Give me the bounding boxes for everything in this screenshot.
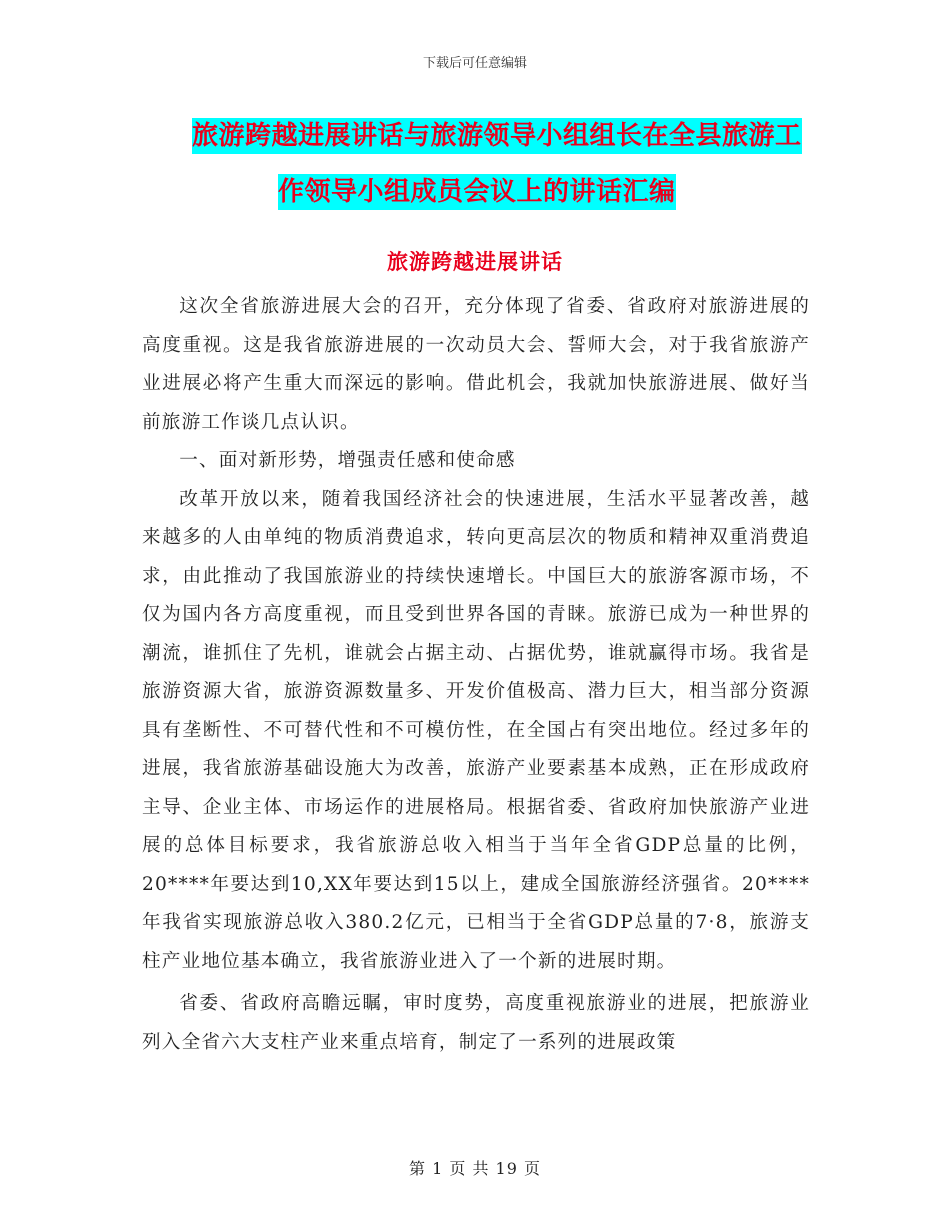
paragraph-provincial: 省委、省政府高瞻远瞩，审时度势，高度重视旅游业的进展，把旅游业列入全省六大支柱产业来重点培育，制定了一系列的进展政策 [142, 993, 810, 1053]
title-highlight: 作领导小组成员会议上的讲话汇编 [278, 174, 676, 210]
paragraph-reform: 改革开放以来，随着我国经济社会的快速进展，生活水平显著改善，越来越多的人由单纯的物质消费追求，转向更高层次的物质和精神双重消费追求，由此推动了我国旅游业的持续快速增长。中国巨大的旅游客源市场，不仅为国内各方高度重视，而且受到世界各国的青睐。旅游已成为一种世界的潮流，谁抓住了先机，谁就会占据主动、占据优势，谁就赢得市场。我省是旅游资源大省，旅游资源数量多、开发价值极高、潜力巨大，相当部分资源具有垄断性、不可替代性和不可模仿性，在全国占有突出地位。经过多年的进展，我省旅游基础设施大为改善，旅游产业要素基本成熟，正在形成政府主导、企业主体、市场运作的进展格局。根据省委、省政府加快旅游产业进展的总体目标要求，我省旅游总收入相当于当年全省GDP总量的比例，20****年要达到10,XX年要达到15以上，建成全国旅游经济强省。20****年我省实现旅游总收入380.2亿元，已相当于全省GDP总量的7·8，旅游支柱产业地位基本确立，我省旅游业进入了一个新的进展时期。 [142, 488, 810, 972]
document-title [140, 108, 820, 220]
paragraph-heading-one: 一、面对新形势，增强责任感和使命感 [179, 450, 516, 471]
document-title-line-2 [140, 164, 820, 220]
paragraph-intro: 这次全省旅游进展大会的召开，充分体现了省委、省政府对旅游进展的高度重视。这是我省旅游进展的一次动员大会、誓师大会，对于我省旅游产业进展必将产生重大而深远的影响。借此机会，我就加快旅游进展、做好当前旅游工作谈几点认识。 [142, 296, 810, 433]
document-body [142, 288, 810, 1062]
section-title: 旅游跨越进展讲话 [387, 249, 563, 274]
page-number: 第 1 页 共 19 页 [409, 1159, 541, 1178]
title-highlight: 旅游跨越进展讲话与旅游领导小组组长在全县旅游工 [192, 118, 802, 154]
document-title-line-1 [140, 108, 820, 164]
page-header-note: 下载后可任意编辑 [422, 56, 527, 71]
